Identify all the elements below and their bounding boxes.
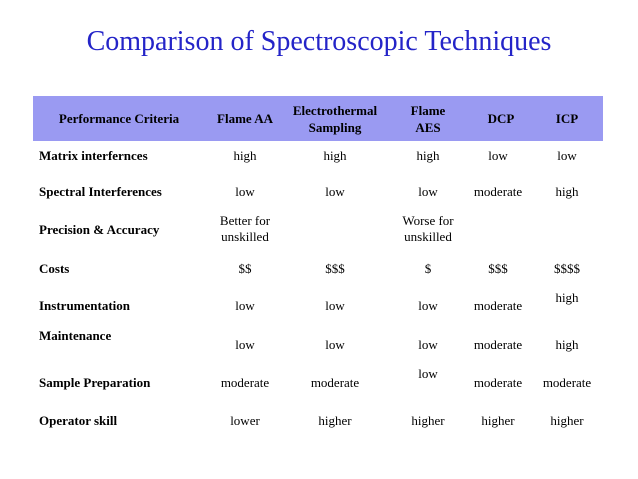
header-performance-criteria: Performance Criteria [58, 111, 180, 126]
criterion-label: Instrumentation [39, 298, 131, 313]
cell-flame-aes: $ [424, 261, 432, 276]
cell-flame-aa: $$ [238, 261, 252, 276]
cell-flame-aes: low [418, 366, 438, 381]
slide-title: Comparison of Spectroscopic Techniques [86, 26, 552, 57]
cell-dcp: moderate [473, 375, 523, 390]
cell-dcp: low [488, 148, 508, 163]
cell-icp: $$$$ [554, 261, 580, 276]
criterion-label: Matrix interfernces [39, 148, 148, 163]
cell-flame-aes: low [418, 298, 438, 313]
cell-flame-aa-line2: unskilled [221, 229, 269, 244]
cell-icp: low [557, 148, 577, 163]
cell-flame-aa: moderate [220, 375, 270, 390]
header-dcp: DCP [487, 111, 515, 126]
cell-flame-aa: low [235, 184, 255, 199]
cell-dcp: moderate [473, 298, 523, 313]
cell-dcp: higher [481, 413, 515, 428]
cell-flame-aa: low [235, 298, 255, 313]
cell-flame-aes-line1: Worse for [402, 213, 454, 228]
criterion-label: Costs [39, 261, 70, 276]
cell-flame-aa: low [235, 337, 255, 352]
cell-electrothermal: $$$ [325, 261, 345, 276]
cell-electrothermal: moderate [310, 375, 360, 390]
cell-icp: high [555, 290, 579, 305]
criterion-label: Sample Preparation [39, 375, 151, 390]
cell-icp: higher [550, 413, 584, 428]
cell-icp: high [555, 184, 579, 199]
header-flame-aes-line1: Flame [410, 102, 446, 118]
cell-flame-aa: high [233, 148, 257, 163]
criterion-label: Operator skill [39, 413, 118, 428]
header-flame-aes [385, 96, 471, 141]
criterion-label: Maintenance [39, 328, 112, 343]
cell-flame-aa: lower [230, 413, 260, 428]
header-electrothermal-line1: Electrothermal [292, 102, 378, 118]
criterion-label: Spectral Interferences [39, 184, 162, 199]
cell-flame-aes-line2: unskilled [404, 229, 452, 244]
table-header [33, 96, 603, 141]
cell-electrothermal: low [325, 298, 345, 313]
cell-flame-aes [388, 213, 468, 245]
header-flame-aa: Flame AA [217, 111, 273, 126]
cell-electrothermal: higher [318, 413, 352, 428]
header-electrothermal-line2: Sampling [308, 119, 362, 135]
cell-icp: high [555, 337, 579, 352]
cell-flame-aes: low [418, 184, 438, 199]
cell-electrothermal: high [323, 148, 347, 163]
cell-flame-aes: low [418, 337, 438, 352]
cell-icp: moderate [542, 375, 592, 390]
header-flame-aes-line2: AES [415, 119, 441, 135]
header-icp: ICP [555, 111, 579, 126]
header-electrothermal-sampling [285, 96, 385, 141]
cell-flame-aa [205, 213, 285, 245]
cell-dcp: $$$ [488, 261, 508, 276]
cell-electrothermal: low [325, 337, 345, 352]
criterion-label: Precision & Accuracy [39, 222, 160, 237]
cell-dcp: moderate [473, 337, 523, 352]
cell-flame-aa-line1: Better for [219, 213, 271, 228]
cell-dcp: moderate [473, 184, 523, 199]
cell-electrothermal: low [325, 184, 345, 199]
cell-flame-aes: high [416, 148, 440, 163]
cell-flame-aes: higher [411, 413, 445, 428]
